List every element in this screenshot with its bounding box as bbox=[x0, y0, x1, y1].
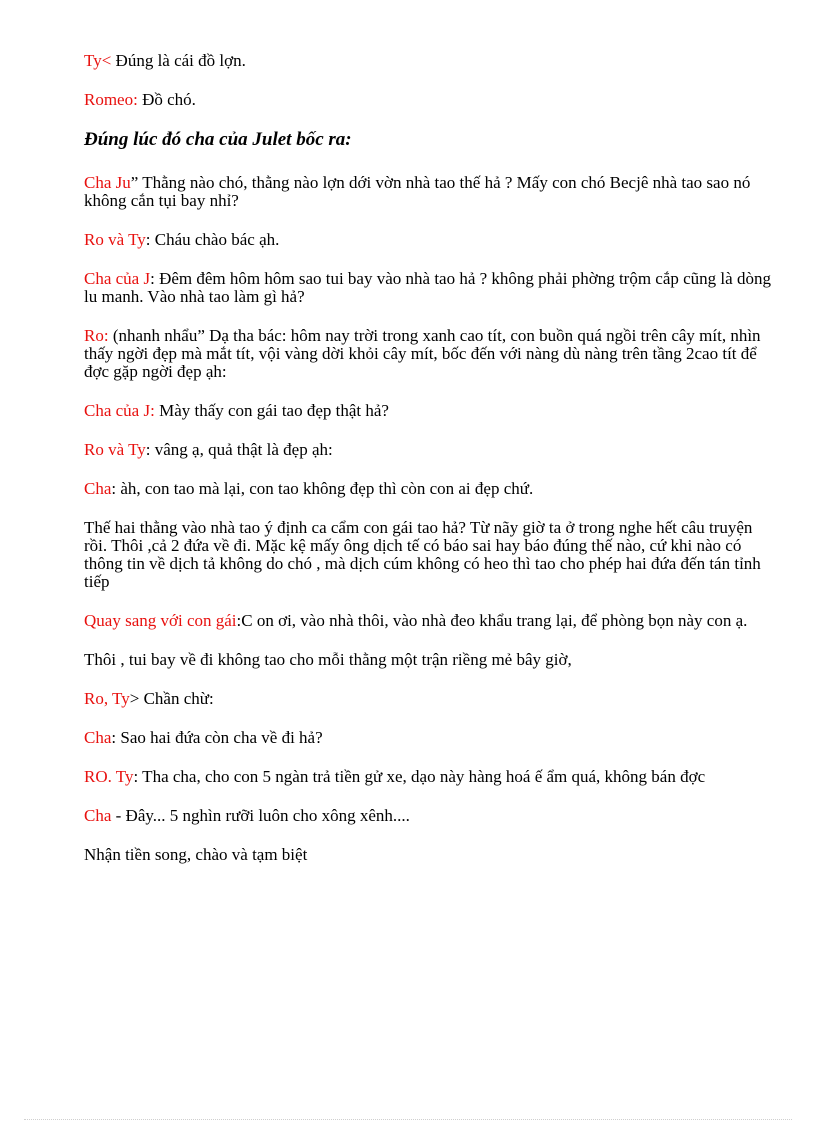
speaker-label: RO. Ty bbox=[84, 767, 134, 786]
speaker-label: Cha của J bbox=[84, 269, 151, 288]
speaker-label: Cha bbox=[84, 728, 112, 747]
dialogue-text: - Đây... 5 nghìn rưỡi luôn cho xông xênh.... bbox=[111, 806, 410, 825]
narration-text: Nhận tiền song, chào và tạm biệt bbox=[84, 845, 308, 864]
dialogue-text: ” Thằng nào chó, thằng nào lợn dới vờn nhà tao thế hả ? Mấy con chó Becjê nhà tao sao nó không cắn tụi bay nhỉ? bbox=[84, 173, 751, 210]
dialogue-text: (nhanh nhẩu” Dạ tha bác: hôm nay trời trong xanh cao tít, con buồn quá ngồi trên cây mít, nhìn thấy ngời đẹp mà mắt tít, vội vàng dời khỏi cây mít, bốc đến với nàng dù nàng trên tầng 2cao tít để đợc gặp ngời đẹp ạh: bbox=[84, 326, 761, 381]
dialogue-text: : àh, con tao mà lại, con tao không đẹp thì còn con ai đẹp chứ. bbox=[111, 479, 534, 498]
dialogue-line bbox=[84, 729, 774, 747]
dialogue-text: : Tha cha, cho con 5 ngàn trả tiền gử xe, dạo này hàng hoá ế ẩm quá, không bán đợc bbox=[133, 767, 706, 786]
narration-paragraph bbox=[84, 651, 774, 669]
dialogue-text: : Sao hai đứa còn cha về đi hả? bbox=[111, 728, 323, 747]
speaker-label: Ro và Ty bbox=[84, 440, 146, 459]
dialogue-line bbox=[84, 768, 774, 786]
narration-text: Thế hai thằng vào nhà tao ý định ca cẩm con gái tao hả? Từ nãy giờ ta ở trong nghe hết câu truyện rồi. Thôi ,cả 2 đứa về đi. Mặc kệ mấy ông dịch tế có báo sai hay báo đúng thế nào, cứ khi nào có thông tin về dịch tả không do chó , mà dịch cúm không có heo thì tao cho phép hai đứa đến tán tỉnh tiếp bbox=[84, 518, 761, 591]
narration-paragraph bbox=[84, 519, 774, 591]
dialogue-line bbox=[84, 52, 774, 70]
dialogue-line bbox=[84, 612, 774, 630]
speaker-label: Cha của J: bbox=[84, 401, 155, 420]
dialogue-text: : vâng ạ, quả thật là đẹp ạh: bbox=[145, 440, 333, 459]
dialogue-line bbox=[84, 270, 774, 306]
dialogue-line bbox=[84, 174, 774, 210]
dialogue-line bbox=[84, 231, 774, 249]
dialogue-text: Mày thấy con gái tao đẹp thật hả? bbox=[154, 401, 389, 420]
dialogue-text: : Đêm đêm hôm hôm sao tui bay vào nhà tao hả ? không phải phờng trộm cắp cũng là dòng lu manh. Vào nhà tao làm gì hả? bbox=[84, 269, 771, 306]
narration-paragraph bbox=[84, 846, 774, 864]
dialogue-line bbox=[84, 327, 774, 381]
dialogue-line bbox=[84, 402, 774, 420]
dialogue-line bbox=[84, 91, 774, 109]
dialogue-line bbox=[84, 690, 774, 708]
dialogue-line bbox=[84, 807, 774, 825]
speaker-label: Cha bbox=[84, 479, 112, 498]
speaker-label: Quay sang với con gái bbox=[84, 611, 237, 630]
dialogue-text: :C on ơi, vào nhà thôi, vào nhà đeo khẩu trang lại, để phòng bọn này con ạ. bbox=[236, 611, 748, 630]
speaker-label: Ro: bbox=[84, 326, 109, 345]
dialogue-text: > Chần chừ: bbox=[129, 689, 214, 708]
scene-heading: Đúng lúc đó cha của Julet bốc ra: bbox=[84, 129, 352, 150]
narration-text: Thôi , tui bay về đi không tao cho mỗi thằng một trận riềng mẻ bây giờ, bbox=[84, 650, 572, 669]
dialogue-line bbox=[84, 441, 774, 459]
speaker-label: Ro, Ty bbox=[84, 689, 130, 708]
dialogue-text: Đúng là cái đồ lợn. bbox=[111, 51, 246, 70]
document-page bbox=[84, 52, 774, 885]
speaker-label: Romeo: bbox=[84, 90, 138, 109]
speaker-label: Cha Ju bbox=[84, 173, 131, 192]
speaker-label: Ty< bbox=[84, 51, 112, 70]
speaker-label: Ro và Ty bbox=[84, 230, 146, 249]
dialogue-text: : Cháu chào bác ạh. bbox=[145, 230, 280, 249]
page-bottom-divider bbox=[24, 1119, 792, 1120]
speaker-label: Cha bbox=[84, 806, 112, 825]
dialogue-line bbox=[84, 480, 774, 498]
dialogue-text: Đồ chó. bbox=[137, 90, 196, 109]
